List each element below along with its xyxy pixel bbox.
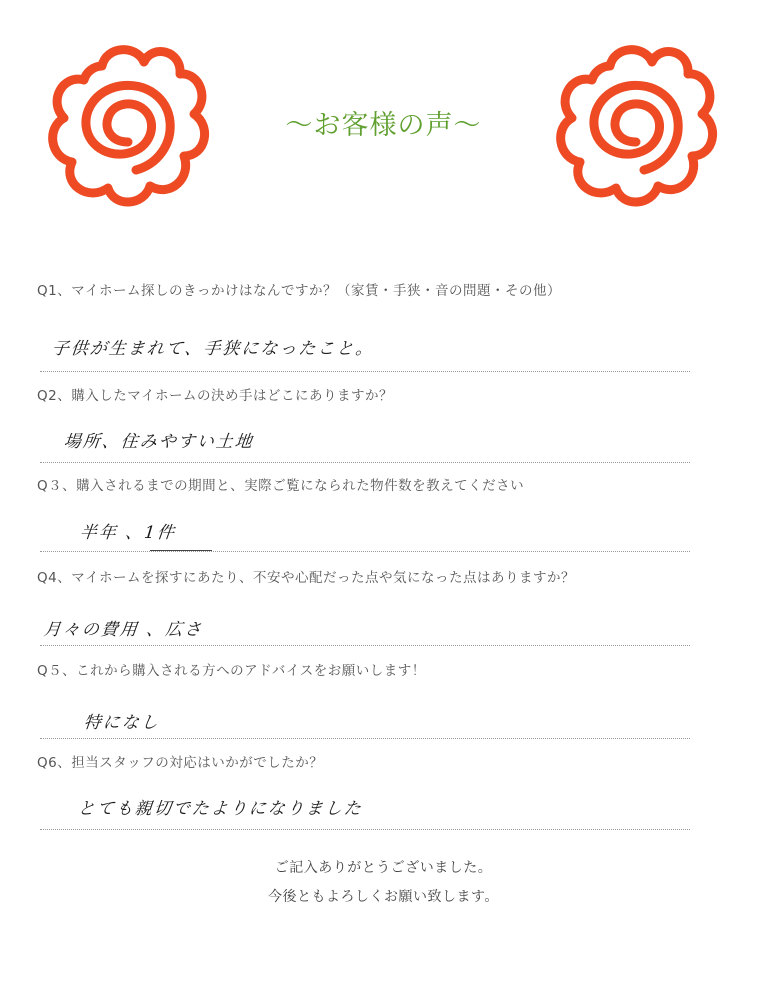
closing-regards: 今後ともよろしくお願い致します。 [268, 889, 499, 905]
pen-stroke [150, 550, 212, 551]
answer-line-6 [40, 829, 690, 830]
answer-line-2 [40, 462, 690, 463]
answer-2: 場所、住みやすい土地 [62, 432, 255, 452]
question-6: Q6、担当スタッフの対応はいかがでしたか？ [37, 755, 324, 771]
answer-1: 子供が生まれて、手狭になったこと。 [50, 339, 376, 359]
closing-thanks: ご記入ありがとうございました。 [274, 860, 493, 876]
question-1: Q1、マイホーム探しのきっかけはなんですか？（家賃・手狭・音の問題・その他） [37, 283, 561, 299]
answer-4: 月々の費用 、広さ [42, 620, 205, 640]
question-2: Q2、購入したマイホームの決め手はどこにありますか？ [37, 388, 393, 404]
answer-line-4 [40, 645, 690, 646]
page-title: ～お客様の声～ [285, 110, 482, 141]
answer-5: 特になし [82, 713, 161, 733]
question-3: Q３、購入されるまでの期間と、実際ご覧になられた物件数を教えてください [37, 478, 525, 494]
answer-line-1 [40, 371, 690, 372]
answer-6: とても親切でたよりになりました [76, 799, 364, 819]
answer-3: 半年 、1件 [78, 523, 178, 543]
answer-line-5 [40, 738, 690, 739]
question-5: Q５、これから購入される方へのアドバイスをお願いします！ [37, 663, 426, 679]
answer-line-3 [40, 551, 690, 552]
question-4: Q4、マイホームを探すにあたり、不安や心配だった点や気になった点はありますか？ [37, 570, 575, 586]
